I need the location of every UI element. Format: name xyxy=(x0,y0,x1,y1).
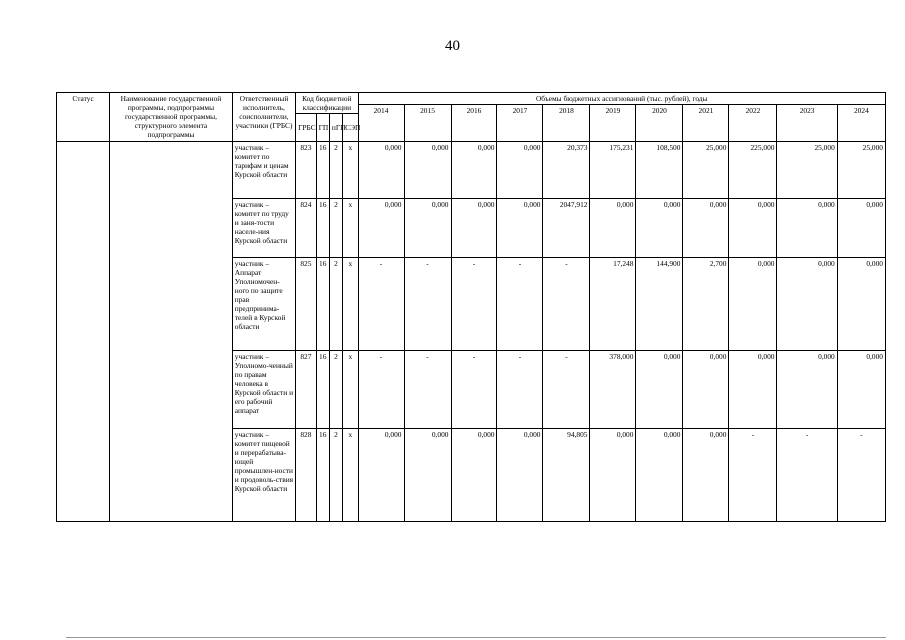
code-cell: 16 xyxy=(316,351,329,429)
header-year: 2019 xyxy=(590,105,636,142)
code-cell: 2 xyxy=(329,429,342,522)
value-cell: 0,000 xyxy=(729,199,777,258)
value-cell: 0,000 xyxy=(636,429,683,522)
header-year: 2015 xyxy=(404,105,451,142)
code-cell: 2 xyxy=(329,258,342,351)
value-cell: 0,000 xyxy=(358,142,404,199)
header-year: 2023 xyxy=(777,105,837,142)
value-cell: 0,000 xyxy=(404,199,451,258)
header-code-grbs: ГРБС xyxy=(296,114,316,142)
value-cell: 0,000 xyxy=(837,258,885,351)
value-cell: 0,000 xyxy=(777,258,837,351)
code-cell: 824 xyxy=(296,199,316,258)
value-cell: 0,000 xyxy=(451,142,497,199)
value-cell: 25,000 xyxy=(777,142,837,199)
value-cell: - xyxy=(543,258,590,351)
code-cell: 16 xyxy=(316,199,329,258)
value-cell: 0,000 xyxy=(636,351,683,429)
budget-table xyxy=(56,92,886,522)
value-cell: 0,000 xyxy=(358,199,404,258)
value-cell: 25,000 xyxy=(837,142,885,199)
code-cell: 827 xyxy=(296,351,316,429)
value-cell: - xyxy=(777,429,837,522)
header-year: 2022 xyxy=(729,105,777,142)
code-cell: 2 xyxy=(329,142,342,199)
value-cell: 0,000 xyxy=(683,429,729,522)
value-cell: 0,000 xyxy=(729,351,777,429)
executor-cell: участник – Уполномо-ченный по правам человека в Курской области и его рабочий аппарат xyxy=(232,351,295,429)
header-status: Статус xyxy=(57,93,110,142)
code-cell: x xyxy=(343,199,358,258)
value-cell: 20,373 xyxy=(543,142,590,199)
value-cell: 0,000 xyxy=(404,429,451,522)
header-code-sep: СЭП xyxy=(343,114,358,142)
status-cell xyxy=(57,142,110,522)
code-cell: 828 xyxy=(296,429,316,522)
value-cell: 17,248 xyxy=(590,258,636,351)
value-cell: 0,000 xyxy=(451,199,497,258)
header-year: 2021 xyxy=(683,105,729,142)
value-cell: 0,000 xyxy=(837,199,885,258)
value-cell: 0,000 xyxy=(837,351,885,429)
value-cell: 0,000 xyxy=(636,199,683,258)
page-number: 40 xyxy=(445,38,460,54)
value-cell: 0,000 xyxy=(404,142,451,199)
value-cell: - xyxy=(358,351,404,429)
value-cell: 0,000 xyxy=(729,258,777,351)
header-code-gp: ГП xyxy=(316,114,329,142)
value-cell: 0,000 xyxy=(358,429,404,522)
executor-cell: участник – комитет по труду и заня-тости населе-ния Курской области xyxy=(232,199,295,258)
value-cell: 0,000 xyxy=(497,142,543,199)
code-cell: 16 xyxy=(316,429,329,522)
code-cell: x xyxy=(343,429,358,522)
code-cell: x xyxy=(343,351,358,429)
header-name: Наименование государственной программы, подпрограммы государственной программы, структурного элемента подпрограммы xyxy=(110,93,233,142)
code-cell: x xyxy=(343,258,358,351)
value-cell: 225,000 xyxy=(729,142,777,199)
header-executor: Ответственный исполнитель, соисполнители, участники (ГРБС) xyxy=(232,93,295,142)
value-cell: - xyxy=(497,258,543,351)
header-code-group: Код бюджетной классификации xyxy=(296,93,358,114)
code-cell: x xyxy=(343,142,358,199)
code-cell: 823 xyxy=(296,142,316,199)
page-bottom-rule xyxy=(66,637,886,638)
value-cell: - xyxy=(451,258,497,351)
value-cell: - xyxy=(543,351,590,429)
value-cell: 2,700 xyxy=(683,258,729,351)
value-cell: 94,805 xyxy=(543,429,590,522)
value-cell: - xyxy=(404,351,451,429)
value-cell: 175,231 xyxy=(590,142,636,199)
value-cell: 0,000 xyxy=(497,429,543,522)
value-cell: 0,000 xyxy=(590,199,636,258)
value-cell: 0,000 xyxy=(683,351,729,429)
code-cell: 2 xyxy=(329,351,342,429)
value-cell: 378,000 xyxy=(590,351,636,429)
name-cell xyxy=(110,142,233,522)
value-cell: 2047,912 xyxy=(543,199,590,258)
header-year: 2016 xyxy=(451,105,497,142)
value-cell: - xyxy=(404,258,451,351)
header-code-pgp: пГП xyxy=(329,114,342,142)
header-year: 2020 xyxy=(636,105,683,142)
header-row-1 xyxy=(57,93,886,105)
executor-cell: участник – комитет пищевой и перерабатыва-ющей промышлен-ности и продоволь-ствия Курской области xyxy=(232,429,295,522)
code-cell: 16 xyxy=(316,258,329,351)
value-cell: - xyxy=(358,258,404,351)
header-year: 2014 xyxy=(358,105,404,142)
code-cell: 825 xyxy=(296,258,316,351)
table-row xyxy=(57,142,886,199)
value-cell: 0,000 xyxy=(683,199,729,258)
header-year: 2024 xyxy=(837,105,885,142)
executor-cell: участник – Аппарат Уполномочен-ного по защите прав предпринима-телей в Курской области xyxy=(232,258,295,351)
value-cell: - xyxy=(729,429,777,522)
code-cell: 2 xyxy=(329,199,342,258)
value-cell: - xyxy=(497,351,543,429)
value-cell: 25,000 xyxy=(683,142,729,199)
value-cell: 108,500 xyxy=(636,142,683,199)
header-year: 2018 xyxy=(543,105,590,142)
executor-cell: участник – комитет по тарифам и ценам Курской области xyxy=(232,142,295,199)
value-cell: 0,000 xyxy=(451,429,497,522)
value-cell: 144,900 xyxy=(636,258,683,351)
value-cell: 0,000 xyxy=(777,199,837,258)
value-cell: - xyxy=(837,429,885,522)
code-cell: 16 xyxy=(316,142,329,199)
header-volume-group: Объемы бюджетных ассигнований (тыс. рублей), годы xyxy=(358,93,885,105)
value-cell: - xyxy=(451,351,497,429)
value-cell: 0,000 xyxy=(497,199,543,258)
header-year: 2017 xyxy=(497,105,543,142)
value-cell: 0,000 xyxy=(590,429,636,522)
value-cell: 0,000 xyxy=(777,351,837,429)
